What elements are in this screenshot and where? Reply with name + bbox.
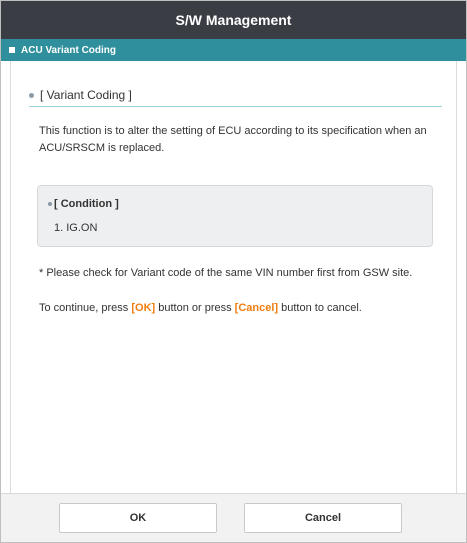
bullet-dot-icon bbox=[48, 202, 52, 206]
window-title: S/W Management bbox=[175, 12, 292, 28]
description-text: This function is to alter the setting of ECU according to its specification when an ACU/SRSCM is replaced. bbox=[39, 125, 427, 154]
ok-highlight: [OK] bbox=[131, 302, 156, 314]
condition-title: [ Condition ] bbox=[54, 198, 119, 210]
section-heading bbox=[29, 88, 132, 102]
dialog-footer bbox=[1, 493, 466, 542]
condition-box bbox=[37, 185, 433, 247]
bullet-dot-icon bbox=[29, 93, 34, 98]
continue-instructions bbox=[39, 302, 449, 314]
note-text: * Please check for Variant code of the same VIN number first from GSW site. bbox=[39, 267, 413, 279]
section-divider bbox=[29, 106, 442, 107]
section-title: [ Variant Coding ] bbox=[40, 88, 132, 102]
condition-item: 1. IG.ON bbox=[54, 222, 98, 234]
content-panel bbox=[10, 61, 457, 493]
cancel-button[interactable]: Cancel bbox=[244, 503, 402, 533]
condition-heading bbox=[48, 198, 119, 210]
window-titlebar bbox=[1, 1, 466, 39]
continue-suffix: button to cancel. bbox=[278, 302, 362, 314]
subheader-bar bbox=[1, 39, 466, 61]
cancel-highlight: [Cancel] bbox=[234, 302, 279, 314]
subheader-title: ACU Variant Coding bbox=[21, 44, 117, 56]
continue-prefix: To continue, press bbox=[39, 302, 132, 314]
continue-middle: button or press bbox=[155, 302, 235, 314]
ok-button[interactable]: OK bbox=[59, 503, 217, 533]
square-bullet-icon bbox=[9, 47, 15, 53]
